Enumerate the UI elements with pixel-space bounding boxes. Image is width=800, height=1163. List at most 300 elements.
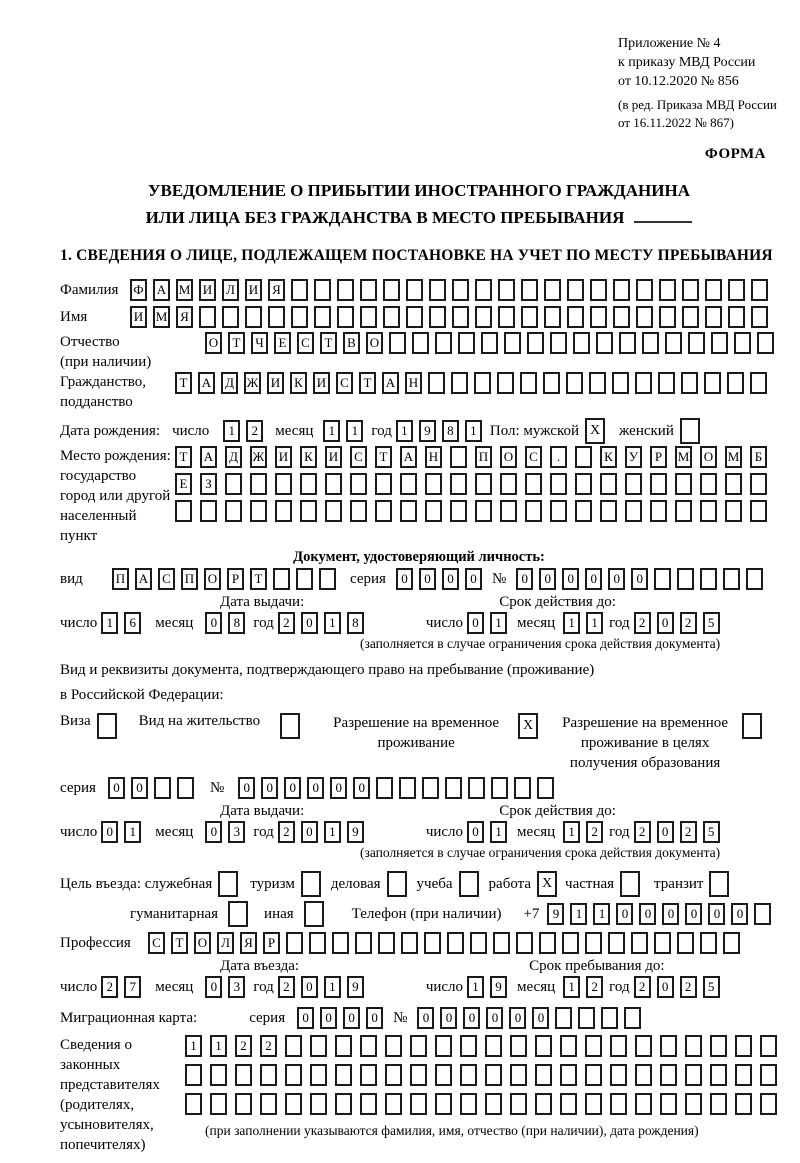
char-box[interactable] <box>682 306 699 328</box>
char-box[interactable]: Е <box>175 473 192 495</box>
char-box[interactable] <box>260 1064 277 1086</box>
char-box[interactable] <box>575 500 592 522</box>
char-box[interactable]: 0 <box>616 903 633 925</box>
char-box[interactable] <box>493 932 510 954</box>
char-box[interactable]: Л <box>222 279 239 301</box>
char-box[interactable]: 1 <box>396 420 413 442</box>
char-box[interactable]: 0 <box>465 568 482 590</box>
char-box[interactable] <box>654 568 671 590</box>
char-box[interactable] <box>560 1093 577 1115</box>
char-box[interactable]: 2 <box>680 976 697 998</box>
char-box[interactable]: 0 <box>297 1007 314 1029</box>
char-box[interactable] <box>578 1007 595 1029</box>
char-box[interactable]: 9 <box>347 976 364 998</box>
char-box[interactable]: И <box>130 306 147 328</box>
char-box[interactable] <box>451 372 468 394</box>
char-box[interactable] <box>585 1035 602 1057</box>
char-box[interactable] <box>635 1035 652 1057</box>
char-box[interactable] <box>682 279 699 301</box>
char-box[interactable] <box>700 568 717 590</box>
char-box[interactable] <box>314 279 331 301</box>
char-box[interactable]: 2 <box>634 976 651 998</box>
char-box[interactable]: О <box>194 932 211 954</box>
char-box[interactable]: 2 <box>586 976 603 998</box>
char-box[interactable]: 1 <box>346 420 363 442</box>
char-box[interactable]: 1 <box>465 420 482 442</box>
char-box[interactable]: 0 <box>657 821 674 843</box>
char-box[interactable] <box>539 932 556 954</box>
char-box[interactable] <box>406 306 423 328</box>
char-box[interactable] <box>665 332 682 354</box>
char-box[interactable] <box>410 1093 427 1115</box>
char-box[interactable] <box>175 500 192 522</box>
char-box[interactable] <box>555 1007 572 1029</box>
char-box[interactable]: К <box>290 372 307 394</box>
char-box[interactable]: 0 <box>631 568 648 590</box>
char-box[interactable]: Я <box>240 932 257 954</box>
char-box[interactable] <box>360 1093 377 1115</box>
char-box[interactable] <box>291 306 308 328</box>
char-box[interactable] <box>452 306 469 328</box>
char-box[interactable] <box>470 932 487 954</box>
char-box[interactable] <box>757 332 774 354</box>
char-box[interactable]: 0 <box>442 568 459 590</box>
char-box[interactable] <box>450 473 467 495</box>
char-box[interactable] <box>590 279 607 301</box>
char-box[interactable] <box>360 1064 377 1086</box>
char-box[interactable] <box>705 306 722 328</box>
char-box[interactable]: 0 <box>662 903 679 925</box>
char-box[interactable] <box>601 1007 618 1029</box>
char-box[interactable] <box>635 1093 652 1115</box>
char-box[interactable] <box>746 568 763 590</box>
char-box[interactable] <box>650 473 667 495</box>
char-box[interactable]: 0 <box>330 777 347 799</box>
char-box[interactable]: Е <box>274 332 291 354</box>
char-box[interactable]: М <box>176 279 193 301</box>
char-box[interactable]: А <box>153 279 170 301</box>
char-box[interactable] <box>760 1035 777 1057</box>
char-box[interactable]: О <box>500 446 517 468</box>
char-box[interactable] <box>710 1093 727 1115</box>
char-box[interactable] <box>210 1093 227 1115</box>
char-box[interactable]: 3 <box>228 976 245 998</box>
char-box[interactable] <box>285 1035 302 1057</box>
char-box[interactable] <box>521 306 538 328</box>
char-box[interactable] <box>481 332 498 354</box>
char-box[interactable]: Ф <box>130 279 147 301</box>
char-box[interactable] <box>754 903 771 925</box>
char-box[interactable]: 0 <box>639 903 656 925</box>
char-box[interactable] <box>337 279 354 301</box>
char-box[interactable] <box>375 473 392 495</box>
char-box[interactable]: С <box>297 332 314 354</box>
char-box[interactable] <box>428 372 445 394</box>
char-box[interactable] <box>636 306 653 328</box>
char-box[interactable] <box>474 372 491 394</box>
char-box[interactable] <box>250 500 267 522</box>
char-box[interactable] <box>527 332 544 354</box>
char-box[interactable]: П <box>112 568 129 590</box>
char-box[interactable]: 2 <box>278 612 295 634</box>
char-box[interactable] <box>460 1093 477 1115</box>
char-box[interactable] <box>700 500 717 522</box>
char-box[interactable] <box>685 1035 702 1057</box>
char-box[interactable] <box>399 777 416 799</box>
char-box[interactable] <box>566 372 583 394</box>
char-box[interactable]: Ч <box>251 332 268 354</box>
char-box[interactable] <box>750 500 767 522</box>
char-box[interactable]: 5 <box>703 976 720 998</box>
char-box[interactable]: 1 <box>124 821 141 843</box>
char-box[interactable] <box>550 473 567 495</box>
char-box[interactable]: О <box>700 446 717 468</box>
char-box[interactable] <box>735 1035 752 1057</box>
char-box[interactable] <box>585 932 602 954</box>
char-box[interactable] <box>235 1093 252 1115</box>
char-box[interactable]: О <box>204 568 221 590</box>
char-box[interactable]: 1 <box>101 612 118 634</box>
char-box[interactable] <box>360 306 377 328</box>
char-box[interactable] <box>400 500 417 522</box>
char-box[interactable] <box>485 1093 502 1115</box>
char-box[interactable] <box>728 306 745 328</box>
char-box[interactable]: Р <box>650 446 667 468</box>
char-box[interactable] <box>460 1035 477 1057</box>
char-box[interactable]: 0 <box>307 777 324 799</box>
char-box[interactable] <box>429 306 446 328</box>
char-box[interactable] <box>751 279 768 301</box>
char-box[interactable] <box>700 932 717 954</box>
char-box[interactable]: Р <box>263 932 280 954</box>
char-box[interactable] <box>635 1064 652 1086</box>
char-box[interactable] <box>424 932 441 954</box>
char-box[interactable]: 2 <box>278 976 295 998</box>
char-box[interactable] <box>688 332 705 354</box>
char-box[interactable] <box>401 932 418 954</box>
char-box[interactable] <box>355 932 372 954</box>
char-box[interactable]: 0 <box>261 777 278 799</box>
char-box[interactable] <box>525 473 542 495</box>
char-box[interactable] <box>435 1093 452 1115</box>
char-box[interactable] <box>543 372 560 394</box>
char-box[interactable] <box>385 1064 402 1086</box>
char-box[interactable] <box>350 473 367 495</box>
char-box[interactable]: 1 <box>570 903 587 925</box>
char-box[interactable]: 0 <box>657 976 674 998</box>
char-box[interactable]: 0 <box>108 777 125 799</box>
char-box[interactable]: И <box>245 279 262 301</box>
char-box[interactable] <box>485 1064 502 1086</box>
char-box[interactable] <box>660 1093 677 1115</box>
char-box[interactable] <box>613 279 630 301</box>
char-box[interactable]: 0 <box>608 568 625 590</box>
char-box[interactable]: К <box>300 446 317 468</box>
char-box[interactable] <box>410 1064 427 1086</box>
char-box[interactable] <box>525 500 542 522</box>
char-box[interactable] <box>620 871 640 897</box>
char-box[interactable]: М <box>725 446 742 468</box>
char-box[interactable] <box>590 306 607 328</box>
char-box[interactable]: 8 <box>228 612 245 634</box>
char-box[interactable] <box>610 1064 627 1086</box>
char-box[interactable] <box>600 500 617 522</box>
char-box[interactable]: 1 <box>563 612 580 634</box>
char-box[interactable] <box>654 932 671 954</box>
char-box[interactable] <box>385 1093 402 1115</box>
char-box[interactable] <box>735 1093 752 1115</box>
char-box[interactable]: К <box>600 446 617 468</box>
char-box[interactable] <box>429 279 446 301</box>
char-box[interactable] <box>275 500 292 522</box>
char-box[interactable] <box>285 1093 302 1115</box>
char-box[interactable]: 9 <box>419 420 436 442</box>
char-box[interactable] <box>725 473 742 495</box>
char-box[interactable] <box>286 932 303 954</box>
char-box[interactable] <box>435 1035 452 1057</box>
char-box[interactable]: 1 <box>593 903 610 925</box>
char-box[interactable] <box>310 1035 327 1057</box>
char-box[interactable]: . <box>550 446 567 468</box>
char-box[interactable] <box>516 932 533 954</box>
char-box[interactable]: С <box>148 932 165 954</box>
char-box[interactable] <box>660 1035 677 1057</box>
char-box[interactable] <box>314 306 331 328</box>
char-box[interactable] <box>332 932 349 954</box>
char-box[interactable] <box>300 473 317 495</box>
char-box[interactable] <box>544 306 561 328</box>
char-box[interactable]: 0 <box>284 777 301 799</box>
char-box[interactable] <box>625 500 642 522</box>
char-box[interactable]: 5 <box>703 612 720 634</box>
char-box[interactable] <box>659 279 676 301</box>
char-box[interactable]: 1 <box>490 821 507 843</box>
char-box[interactable] <box>575 473 592 495</box>
char-box[interactable] <box>613 306 630 328</box>
char-box[interactable] <box>273 568 290 590</box>
char-box[interactable]: 0 <box>417 1007 434 1029</box>
char-box[interactable] <box>760 1093 777 1115</box>
char-box[interactable] <box>335 1035 352 1057</box>
char-box[interactable] <box>685 1064 702 1086</box>
char-box[interactable] <box>475 473 492 495</box>
char-box[interactable] <box>728 279 745 301</box>
char-box[interactable] <box>177 777 194 799</box>
char-box[interactable] <box>458 332 475 354</box>
char-box[interactable] <box>459 871 479 897</box>
char-box[interactable]: 1 <box>223 420 240 442</box>
char-box[interactable]: 2 <box>634 612 651 634</box>
char-box[interactable] <box>385 1035 402 1057</box>
char-box[interactable] <box>608 932 625 954</box>
char-box[interactable] <box>383 279 400 301</box>
char-box[interactable]: Т <box>228 332 245 354</box>
char-box[interactable] <box>550 500 567 522</box>
char-box[interactable] <box>200 500 217 522</box>
char-box[interactable]: П <box>181 568 198 590</box>
char-box[interactable]: 1 <box>323 420 340 442</box>
char-box[interactable]: П <box>475 446 492 468</box>
char-box[interactable] <box>199 306 216 328</box>
char-box[interactable] <box>412 332 429 354</box>
char-box[interactable]: З <box>200 473 217 495</box>
char-box[interactable] <box>228 901 248 927</box>
char-box[interactable] <box>510 1093 527 1115</box>
char-box[interactable] <box>675 473 692 495</box>
char-box[interactable]: 2 <box>634 821 651 843</box>
char-box[interactable] <box>514 777 531 799</box>
char-box[interactable] <box>445 777 462 799</box>
char-box[interactable]: Ж <box>244 372 261 394</box>
char-box[interactable] <box>537 777 554 799</box>
char-box[interactable] <box>210 1064 227 1086</box>
char-box[interactable] <box>585 1093 602 1115</box>
char-box[interactable] <box>658 372 675 394</box>
char-box[interactable]: С <box>350 446 367 468</box>
char-box[interactable] <box>335 1064 352 1086</box>
char-box[interactable] <box>154 777 171 799</box>
char-box[interactable]: 1 <box>324 612 341 634</box>
char-box[interactable] <box>680 418 700 444</box>
char-box[interactable]: 0 <box>320 1007 337 1029</box>
char-box[interactable]: 0 <box>585 568 602 590</box>
char-box[interactable]: Р <box>227 568 244 590</box>
char-box[interactable] <box>309 932 326 954</box>
char-box[interactable]: Л <box>217 932 234 954</box>
char-box[interactable]: 2 <box>680 612 697 634</box>
char-box[interactable]: И <box>275 446 292 468</box>
char-box[interactable] <box>562 932 579 954</box>
char-box[interactable]: 1 <box>490 612 507 634</box>
char-box[interactable] <box>500 473 517 495</box>
char-box[interactable] <box>360 279 377 301</box>
char-box[interactable] <box>573 332 590 354</box>
char-box[interactable]: 0 <box>532 1007 549 1029</box>
char-box[interactable] <box>636 279 653 301</box>
char-box[interactable] <box>387 871 407 897</box>
char-box[interactable] <box>760 1064 777 1086</box>
char-box[interactable] <box>700 473 717 495</box>
char-box[interactable]: 0 <box>685 903 702 925</box>
char-box[interactable] <box>475 500 492 522</box>
char-box[interactable]: 2 <box>680 821 697 843</box>
char-box[interactable]: И <box>325 446 342 468</box>
char-box[interactable] <box>225 473 242 495</box>
char-box[interactable] <box>610 1035 627 1057</box>
char-box[interactable]: 0 <box>101 821 118 843</box>
char-box[interactable]: 8 <box>442 420 459 442</box>
char-box[interactable]: 0 <box>731 903 748 925</box>
char-box[interactable] <box>310 1064 327 1086</box>
char-box[interactable] <box>567 306 584 328</box>
char-box[interactable]: 5 <box>703 821 720 843</box>
char-box[interactable] <box>97 713 117 739</box>
char-box[interactable]: А <box>382 372 399 394</box>
char-box[interactable] <box>560 1035 577 1057</box>
char-box[interactable] <box>325 500 342 522</box>
char-box[interactable]: 3 <box>228 821 245 843</box>
char-box[interactable] <box>337 306 354 328</box>
char-box[interactable] <box>535 1093 552 1115</box>
char-box[interactable] <box>750 473 767 495</box>
char-box[interactable] <box>475 306 492 328</box>
char-box[interactable]: 0 <box>509 1007 526 1029</box>
char-box[interactable]: 0 <box>463 1007 480 1029</box>
char-box[interactable]: 0 <box>539 568 556 590</box>
char-box[interactable]: 0 <box>440 1007 457 1029</box>
char-box[interactable]: Т <box>171 932 188 954</box>
char-box[interactable] <box>485 1035 502 1057</box>
char-box[interactable]: О <box>205 332 222 354</box>
char-box[interactable] <box>650 500 667 522</box>
char-box[interactable] <box>711 332 728 354</box>
char-box[interactable]: 0 <box>467 612 484 634</box>
char-box[interactable] <box>185 1093 202 1115</box>
char-box[interactable] <box>304 901 324 927</box>
char-box[interactable]: А <box>200 446 217 468</box>
char-box[interactable]: 0 <box>301 612 318 634</box>
char-box[interactable]: 9 <box>490 976 507 998</box>
char-box[interactable] <box>435 332 452 354</box>
char-box[interactable]: 6 <box>124 612 141 634</box>
char-box[interactable] <box>425 473 442 495</box>
char-box[interactable] <box>677 568 694 590</box>
char-box[interactable]: 0 <box>486 1007 503 1029</box>
char-box[interactable]: 0 <box>343 1007 360 1029</box>
char-box[interactable] <box>600 473 617 495</box>
char-box[interactable]: 0 <box>708 903 725 925</box>
char-box[interactable] <box>521 279 538 301</box>
char-box[interactable]: М <box>153 306 170 328</box>
char-box[interactable] <box>319 568 336 590</box>
char-box[interactable] <box>575 446 592 468</box>
char-box[interactable] <box>709 871 729 897</box>
char-box[interactable]: 1 <box>586 612 603 634</box>
char-box[interactable] <box>360 1035 377 1057</box>
char-box[interactable]: 0 <box>353 777 370 799</box>
char-box[interactable]: У <box>625 446 642 468</box>
char-box[interactable]: 0 <box>301 821 318 843</box>
char-box[interactable]: С <box>158 568 175 590</box>
char-box[interactable] <box>280 713 300 739</box>
char-box[interactable] <box>301 871 321 897</box>
char-box[interactable]: 0 <box>366 1007 383 1029</box>
char-box[interactable]: 0 <box>205 612 222 634</box>
char-box[interactable] <box>596 332 613 354</box>
char-box[interactable] <box>625 473 642 495</box>
char-box[interactable] <box>310 1093 327 1115</box>
char-box[interactable] <box>335 1093 352 1115</box>
char-box[interactable] <box>725 500 742 522</box>
char-box[interactable] <box>250 473 267 495</box>
char-box[interactable]: Н <box>405 372 422 394</box>
char-box[interactable] <box>245 306 262 328</box>
char-box[interactable]: Д <box>225 446 242 468</box>
char-box[interactable] <box>185 1064 202 1086</box>
char-box[interactable]: Д <box>221 372 238 394</box>
char-box[interactable] <box>742 713 762 739</box>
char-box[interactable]: И <box>199 279 216 301</box>
char-box[interactable]: А <box>135 568 152 590</box>
char-box[interactable] <box>710 1064 727 1086</box>
char-box[interactable]: И <box>267 372 284 394</box>
char-box[interactable] <box>291 279 308 301</box>
char-box[interactable] <box>435 1064 452 1086</box>
char-box[interactable] <box>704 372 721 394</box>
char-box[interactable]: 1 <box>185 1035 202 1057</box>
char-box[interactable]: 1 <box>563 976 580 998</box>
char-box[interactable] <box>497 372 514 394</box>
